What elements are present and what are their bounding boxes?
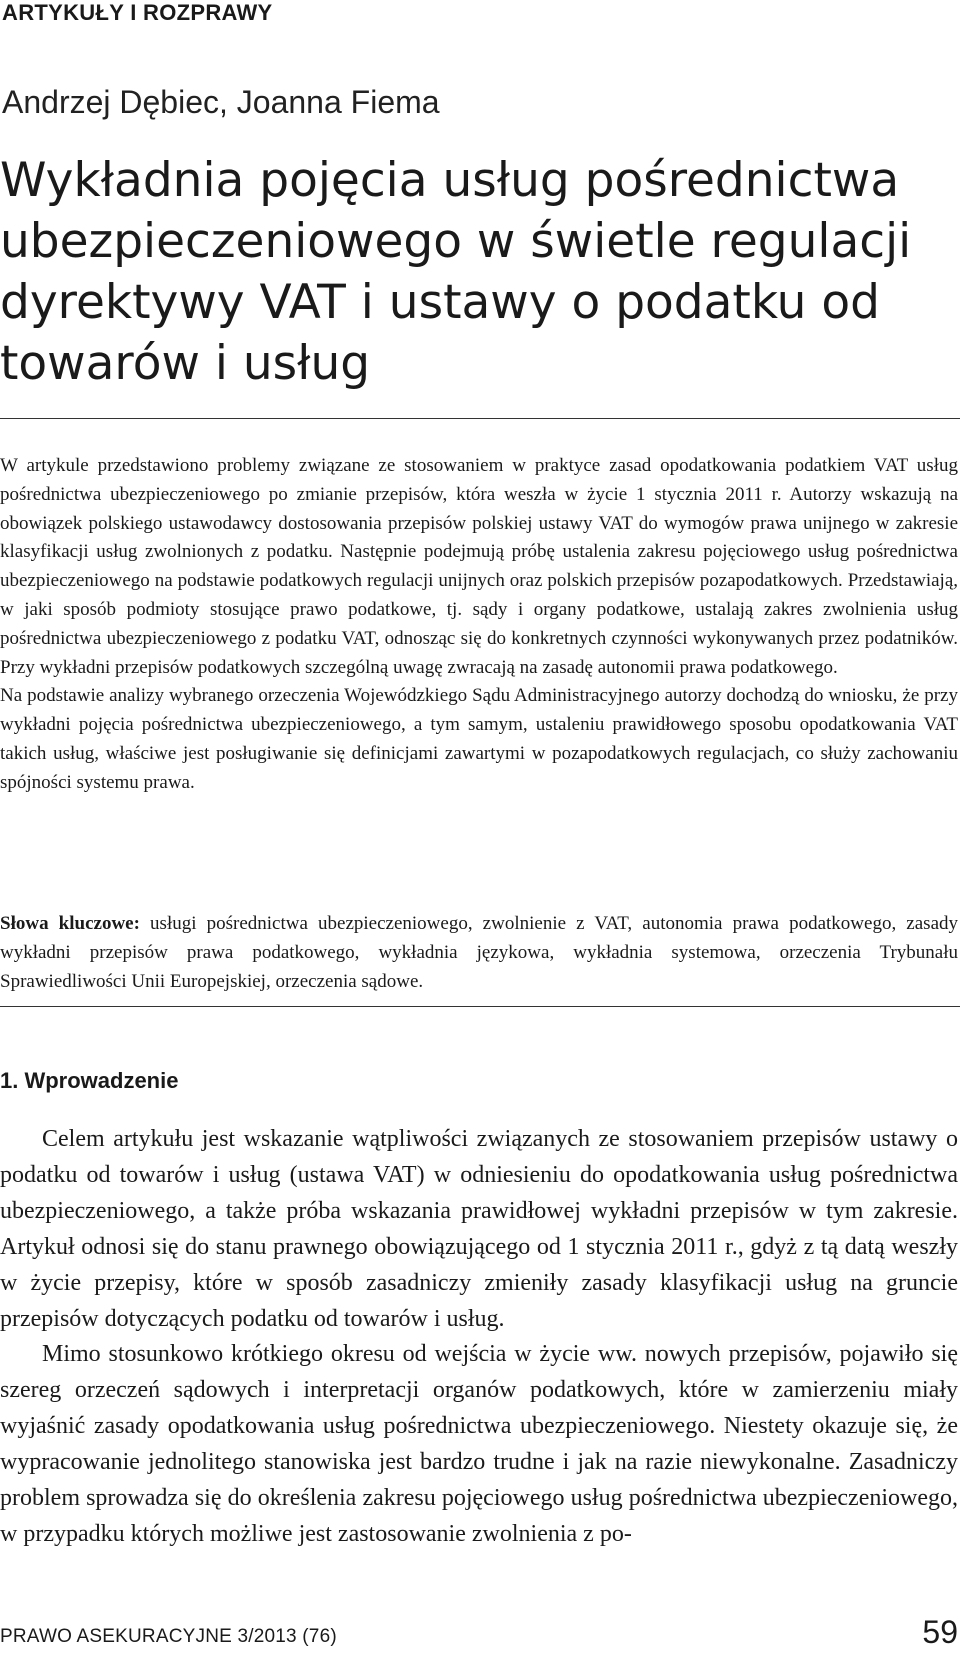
divider-top [0,418,960,419]
abstract-paragraph-1: W artykule przedstawiono problemy związane ze stosowaniem w praktyce zasad opodatkowania podatkiem VAT usług pośrednictwa ubezpieczeniowego po zmianie przepisów, która weszła w życie 1 stycznia 2011 r. Autorzy wskazują na obowiązek polskiego ustawodawcy dostosowania przepisów polskiej ustawy VAT do wymogów prawa unijnego w zakresie klasyfikacji usług zwolnionych z podatku. Następnie podejmują próbę ustalenia zakresu pojęciowego usług pośrednictwa ubezpieczeniowego na podstawie podatkowych regulacji unijnych oraz polskich przepisów pozapodatkowych. Przedstawiają, w jaki sposób podmioty stosujące prawo podatkowe, tj. sądy i organy podatkowe, ustalają zakres zwolnienia usług pośrednictwa ubezpieczeniowego z podatku VAT, odnosząc się do konkretnych czynności wykonywanych przez podatników. Przy wykładni przepisów podatkowych szczególną uwagę zwracają na zasadę autonomii prawa podatkowego. [0,455,958,678]
abstract [0,452,958,798]
keywords-label: Słowa kluczowe: [0,913,140,934]
keywords-text: usługi pośrednictwa ubezpieczeniowego, zwolnienie z VAT, autonomia prawa podatkowego, zasady wykładni przepisów prawa podatkowego, wykładnia językowa, wykładnia systemowa, orzeczenia Trybunału Sprawiedliwości Unii Europejskiej, orzeczenia sądowe. [0,913,958,992]
section-heading: 1. Wprowadzenie [0,1068,179,1093]
article-title: Wykładnia pojęcia usług pośrednictwa ubezpieczeniowego w świetle regulacji dyrektywy VAT i ustawy o podatku od towarów i usług [0,153,912,391]
footer-journal: PRAWO ASEKURACYJNE 3/2013 (76) [0,1626,337,1647]
page-number: 59 [922,1614,958,1650]
authors: Andrzej Dębiec, Joanna Fiema [2,84,440,120]
article-body [0,1122,958,1553]
keywords [0,910,958,996]
divider-bottom [0,1006,960,1007]
body-paragraph-1: Celem artykułu jest wskazanie wątpliwości związanych ze stosowaniem przepisów ustawy o podatku od towarów i usług (ustawa VAT) w odniesieniu do opodatkowania usług pośrednictwa ubezpieczeniowego, a także próba wskazania prawidłowej wykładni przepisów w tym zakresie. Artykuł odnosi się do stanu prawnego obowiązującego od 1 stycznia 2011 r., gdyż z tą datą weszły w życie przepisy, które w sposób zasadniczy zmieniły zasady klasyfikacji usług na gruncie przepisów dotyczących podatku od towarów i usług. [0,1126,958,1332]
body-paragraph-2: Mimo stosunkowo krótkiego okresu od wejścia w życie ww. nowych przepisów, pojawiło się szereg orzeczeń sądowych i interpretacji organów podatkowych, które w zamierzeniu miały wyjaśnić zasady opodatkowania usług pośrednictwa ubezpieczeniowego. Niestety okazuje się, że wypracowanie jednolitego stanowiska jest bardzo trudne i jak na razie niewykonalne. Zasadniczy problem sprowadza się do określenia zakresu pojęciowego usług pośrednictwa ubezpieczeniowego, w przypadku których możliwe jest zastosowanie zwolnienia z po- [0,1341,958,1547]
abstract-paragraph-2: Na podstawie analizy wybranego orzeczenia Wojewódzkiego Sądu Administracyjnego autorzy dochodzą do wniosku, że przy wykładni pojęcia pośrednictwa ubezpieczeniowego, a tym samym, ustaleniu prawidłowego sposobu opodatkowania VAT takich usług, właściwe jest posługiwanie się definicjami zawartymi w pozapodatkowych regulacjach, co służy zachowaniu spójności systemu prawa. [0,685,958,793]
section-label: ARTYKUŁY I ROZPRAWY [2,0,273,25]
